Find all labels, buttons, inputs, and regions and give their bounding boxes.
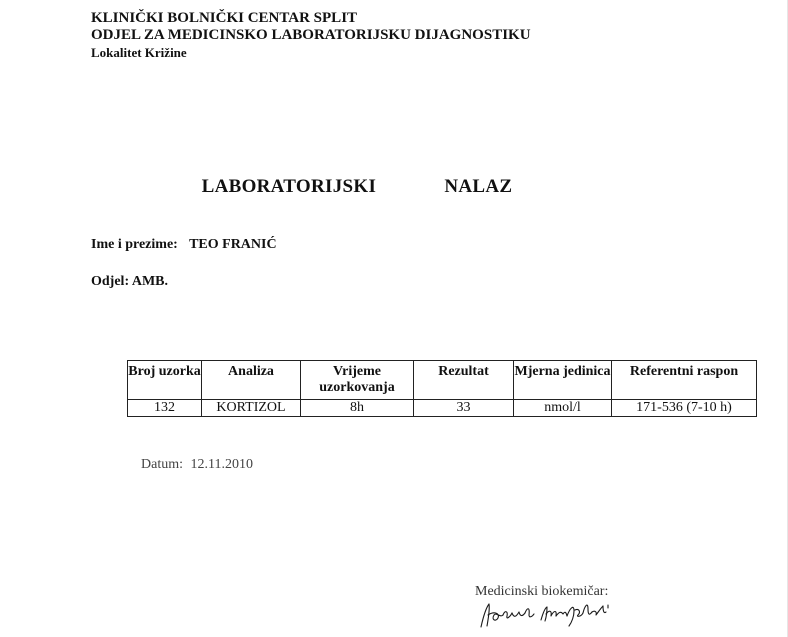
column-header: Rezultat	[414, 361, 514, 400]
column-header: Vrijeme uzorkovanja	[301, 361, 414, 400]
institution-name: KLINIČKI BOLNIČKI CENTAR SPLIT	[91, 10, 358, 26]
signer-label: Medicinski biokemičar:	[475, 584, 609, 599]
table-cell: 171-536 (7-10 h)	[612, 400, 757, 417]
patient-name-label: Ime i prezime:	[91, 237, 178, 252]
patient-name-value: TEO FRANIĆ	[189, 237, 277, 252]
institution-header	[91, 10, 531, 61]
table-cell: 33	[414, 400, 514, 417]
patient-name-line	[91, 237, 277, 253]
table-cell: nmol/l	[514, 400, 612, 417]
date-label: Datum:	[141, 457, 183, 472]
department-line: Odjel: AMB.	[91, 274, 168, 289]
location-name: Lokalitet Križine	[91, 45, 187, 60]
column-header: Mjerna jedinica	[514, 361, 612, 400]
department-name: ODJEL ZA MEDICINSKO LABORATORIJSKU DIJAGNOSTIKU	[91, 27, 531, 43]
column-header: Referentni raspon	[612, 361, 757, 400]
column-header: Broj uzorka	[128, 361, 202, 400]
document-title-wrapper	[0, 176, 788, 198]
document-title: LABORATORIJSKI NALAZ	[201, 176, 513, 197]
column-header: Analiza	[202, 361, 301, 400]
table-row	[128, 400, 757, 417]
report-date	[141, 457, 253, 473]
table-cell: KORTIZOL	[202, 400, 301, 417]
results-table	[127, 360, 757, 417]
table-cell: 8h	[301, 400, 414, 417]
date-value: 12.11.2010	[190, 457, 253, 472]
table-header-row	[128, 361, 757, 400]
signature-image	[475, 596, 665, 632]
table-cell: 132	[128, 400, 202, 417]
